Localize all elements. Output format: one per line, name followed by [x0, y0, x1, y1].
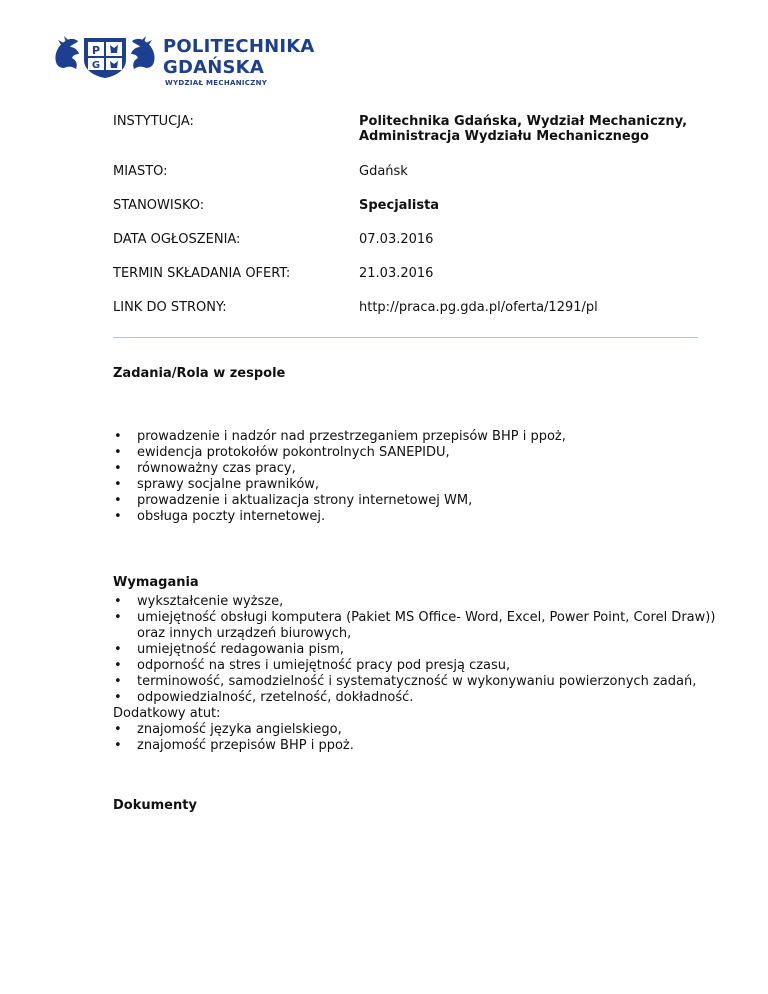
list-item-text: sprawy socjalne prawników, [137, 477, 320, 492]
institution-line-2: Administracja Wydziału Mechanicznego [359, 129, 649, 144]
list-item-text: oraz innych urządzeń biurowych, [137, 626, 352, 641]
bullet-icon: • [114, 445, 122, 460]
list-item-text: umiejętność obsługi komputera (Pakiet MS Office- Word, Excel, Power Point, Corel Draw)) [137, 610, 716, 625]
bullet-icon: • [114, 690, 122, 705]
list-item [113, 493, 733, 509]
bullet-icon: • [114, 642, 122, 657]
info-value: 21.03.2016 [359, 266, 434, 281]
list-item-text: równoważny czas pracy, [137, 461, 296, 476]
info-label: MIASTO: [113, 164, 168, 179]
info-row-city [113, 164, 703, 198]
list-item [113, 722, 733, 738]
documents-heading: Dokumenty [113, 798, 197, 813]
list-item [113, 738, 733, 754]
emblem-icon [52, 32, 158, 78]
info-row-position [113, 198, 703, 232]
list-item-text: znajomość przepisów BHP i ppoż. [137, 738, 354, 753]
bullet-icon: • [114, 738, 122, 753]
list-item [113, 509, 733, 525]
university-logo [52, 32, 315, 92]
bullet-icon: • [114, 509, 122, 524]
list-item [113, 690, 733, 706]
tasks-list-block [113, 429, 733, 525]
emblem-letter-p: P [91, 44, 101, 57]
list-item-text: odporność na stres i umiejętność pracy pod presją czasu, [137, 658, 511, 673]
list-item-text: obsługa poczty internetowej. [137, 509, 326, 524]
info-value: 07.03.2016 [359, 232, 434, 247]
offer-info-table [113, 114, 703, 334]
list-item-text: wykształcenie wyższe, [137, 594, 284, 609]
extra-label: Dodatkowy atut: [113, 706, 221, 721]
info-label: STANOWISKO: [113, 198, 205, 213]
info-row-link [113, 300, 703, 334]
info-value [359, 114, 703, 158]
list-item [113, 445, 733, 461]
info-label: TERMIN SKŁADANIA OFERT: [113, 266, 291, 281]
list-item [113, 477, 733, 493]
list-item-text: ewidencja protokołów pokontrolnych SANEPIDU, [137, 445, 450, 460]
logo-subtitle: WYDZIAŁ MECHANICZNY [165, 79, 268, 87]
list-item-text: umiejętność redagowania pism, [137, 642, 344, 657]
list-item-text: znajomość języka angielskiego, [137, 722, 342, 737]
bullet-icon: • [114, 477, 122, 492]
info-value: Specjalista [359, 198, 440, 213]
extra-list [113, 722, 733, 754]
tasks-heading: Zadania/Rola w zespole [113, 366, 286, 381]
info-row-date [113, 232, 703, 266]
list-item-text: prowadzenie i aktualizacja strony internetowej WM, [137, 493, 473, 508]
bullet-icon: • [114, 429, 122, 444]
logo-line-1: POLITECHNIKA [163, 36, 315, 57]
info-row-institution [113, 114, 703, 158]
logo-wordmark [163, 36, 315, 78]
info-value: Gdańsk [359, 164, 408, 179]
list-item-text: odpowiedzialność, rzetelność, dokładność. [137, 690, 414, 705]
list-item [113, 594, 733, 610]
bullet-icon: • [114, 594, 122, 609]
list-item-text: terminowość, samodzielność i systematyczność w wykonywaniu powierzonych zadań, [137, 674, 697, 689]
bullet-icon: • [114, 722, 122, 737]
bullet-icon: • [114, 493, 122, 508]
list-item [113, 461, 733, 477]
requirements-list [113, 594, 733, 706]
info-label: DATA OGŁOSZENIA: [113, 232, 241, 247]
bullet-icon: • [114, 610, 122, 625]
list-item [113, 658, 733, 674]
offer-link[interactable]: http://praca.pg.gda.pl/oferta/1291/pl [359, 300, 598, 315]
info-row-deadline [113, 266, 703, 300]
list-item [113, 610, 733, 626]
requirements-block [113, 594, 733, 754]
section-divider [113, 337, 698, 338]
list-item [113, 674, 733, 690]
list-item [113, 429, 733, 445]
list-item [113, 642, 733, 658]
bullet-icon: • [114, 674, 122, 689]
list-item-text: prowadzenie i nadzór nad przestrzeganiem przepisów BHP i ppoż, [137, 429, 566, 444]
institution-line-1: Politechnika Gdańska, Wydział Mechaniczny, [359, 114, 688, 129]
info-label: LINK DO STRONY: [113, 300, 227, 315]
bullet-icon: • [114, 461, 122, 476]
list-item-continuation [113, 626, 733, 642]
info-label: INSTYTUCJA: [113, 114, 194, 129]
bullet-icon: • [114, 658, 122, 673]
emblem-letter-g: G [91, 60, 101, 71]
tasks-list [113, 429, 733, 525]
requirements-heading: Wymagania [113, 575, 199, 590]
logo-line-2: GDAŃSKA [163, 57, 264, 78]
